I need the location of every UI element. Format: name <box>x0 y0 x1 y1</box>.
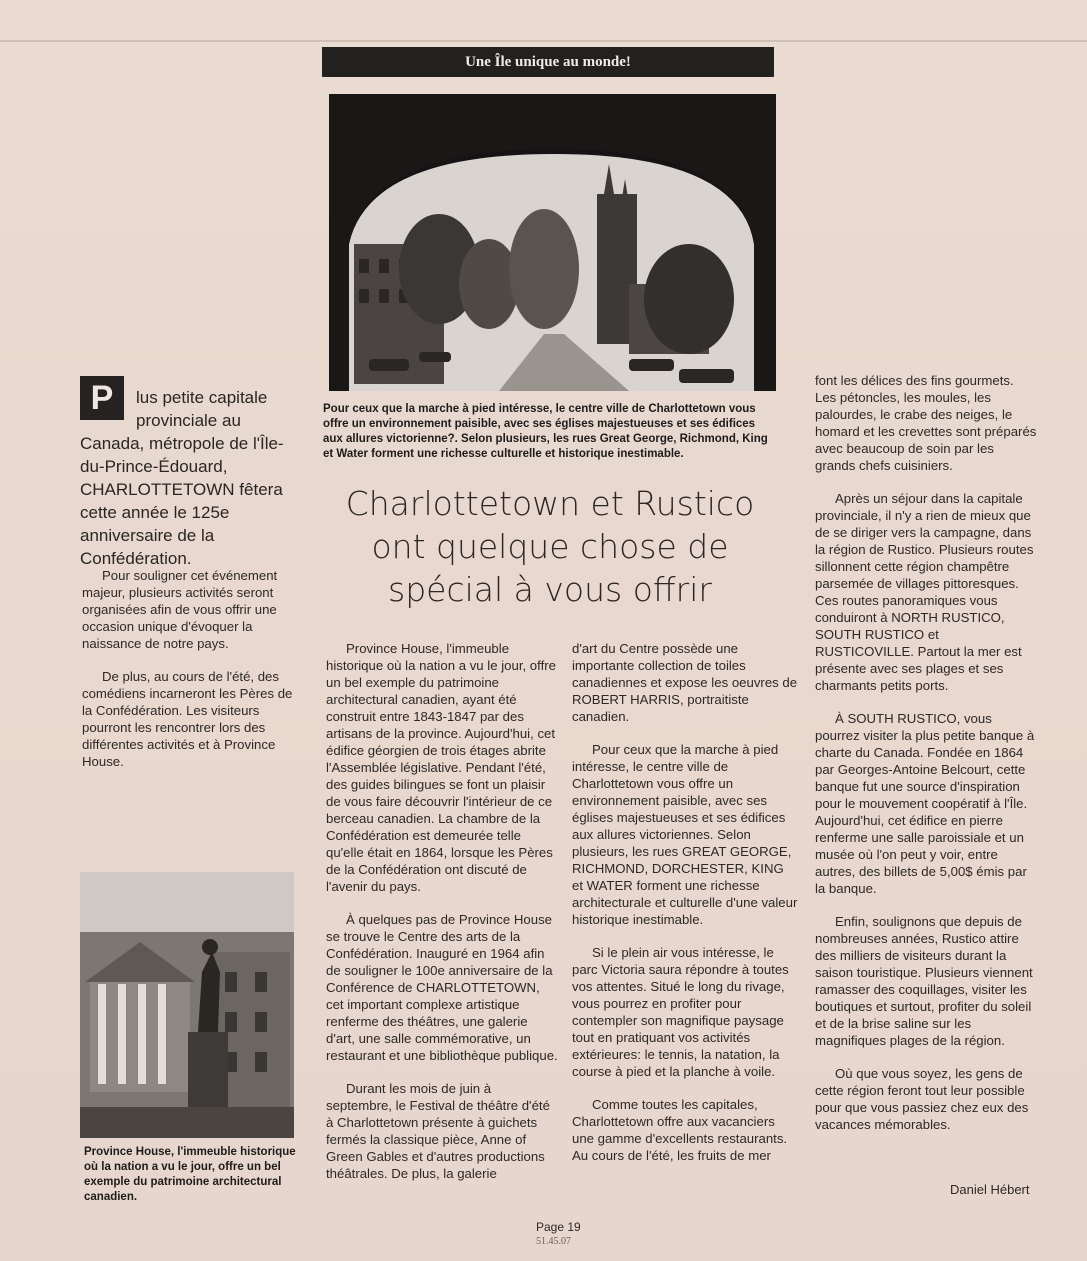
article-headline <box>318 482 782 611</box>
paragraph: Où que vous soyez, les gens de cette région feront tout leur possible pour que vous passiez chez eux des vacances mémorables. <box>815 1066 1029 1132</box>
headline-line-2: ont quelque chose de <box>371 527 729 566</box>
center-left-column <box>326 640 560 1198</box>
page-fold <box>0 40 1087 42</box>
province-house-illustration <box>80 872 294 1138</box>
paragraph: Pour ceux que la marche à pied intéresse, le centre ville de Charlottetown vous offre un environnement paisible, avec ses églises majestueuses et ses édifices aux allures victoriennes. Selon plusieurs, les rues GREAT GEORGE, RICHMOND, DORCHESTER, KING et WATER forment une richesse architecturale et culturelle d'une valeur historique inestimable. <box>572 742 798 927</box>
photo-charlottetown-street <box>329 94 776 391</box>
paragraph: d'art du Centre possède une importante collection de toiles canadiennes et expose les oeuvres de ROBERT HARRIS, portraitiste canadien. <box>572 641 798 724</box>
paragraph: Province House, l'immeuble historique où la nation a vu le jour, offre un bel exemple du patrimoine architectural canadien, ayant été construit entre 1843-1847 par des artisans de la province. Aujourd'hui, cet édifice géorgien de trois étages abrite l'Assemblée législative. Pendant l'été, des guides bilingues se font un plaisir de vous faire découvrir l'intérieur de ce berceau canadien. La chambre de la Confédération est demeurée telle qu'elle était en 1864, lorsque les Pères de la Confédération ont discuté de l'avenir du pays. <box>326 641 556 894</box>
paragraph: Après un séjour dans la capitale provinciale, il n'y a rien de mieux que de se diriger vers la campagne, dans la région de Rustico. Plusieurs routes sillonnent cette région champêtre parsemée de villages pittoresques. Ces routes panoramiques vous conduiront à NORTH RUSTICO, SOUTH RUSTICO et RUSTICOVILLE. Partout la mer est présente avec ses plages et ses charmants petits ports. <box>815 491 1034 693</box>
drop-cap: P <box>80 376 124 420</box>
paragraph: Comme toutes les capitales, Charlottetown offre aux vacanciers une gamme d'excellents restaurants. Au cours de l'été, les fruits de mer <box>572 1097 788 1163</box>
center-right-column <box>572 640 798 1180</box>
paragraph: À quelques pas de Province House se trouve le Centre des arts de la Confédération. Inauguré en 1964 afin de souligner le 100e anniversaire de la Conférence de CHARLOTTETOWN, cet important complexe artistique renferme des théâtres, une galerie d'art, une salle commémorative, un restaurant et une bibliothèque publique. <box>326 912 558 1063</box>
photo-caption-top: Pour ceux que la marche à pied intéresse, le centre ville de Charlottetown vous offre un environnement paisible, avec ses églises majestueuses et ses édifices aux allures victorienne?. Selon plusieurs, les rues Great George, Richmond, King et Water forment une richesse culturelle et historique inestimable. <box>323 403 768 460</box>
street-scene-illustration <box>329 94 776 391</box>
headline-line-1: Charlottetown et Rustico <box>345 484 755 523</box>
intro-first-line: lus petite capitale provinciale au <box>136 388 268 430</box>
paragraph: Pour souligner cet événement majeur, plusieurs activités seront organisées afin de vous offrir une occasion unique d'évoquer la naissance de notre pays. <box>82 568 278 651</box>
page-number: Page 19 <box>536 1220 581 1234</box>
photo-province-house <box>80 872 294 1138</box>
paragraph: font les délices des fins gourmets. Les pétoncles, les moules, les palourdes, le crabe des neiges, le homard et les crevettes sont préparés avec beaucoup de soin par les grands chefs cuisiniers. <box>815 373 1037 473</box>
paragraph: Durant les mois de juin à septembre, le Festival de théâtre d'été à Charlottetown présente à guichets fermés la classique pièce, Anne of Green Gables et d'autres productions théâtrales. De plus, la galerie <box>326 1081 550 1181</box>
intro-rest: Canada, métropole de l'Île-du-Prince-Édouard, CHARLOTTETOWN fêtera cette année le 125e anniversaire de la Confédération. <box>80 434 284 568</box>
paragraph: Si le plein air vous intéresse, le parc Victoria saura répondre à toutes vos attentes. Situé le long du rivage, vous pourrez en profiter pour contempler son magnifique paysage tout en pratiquant vos activités extérieures: le tennis, la natation, la course à pied et la planche à voile. <box>572 945 789 1079</box>
paragraph: À SOUTH RUSTICO, vous pourrez visiter la plus petite banque à charte du Canada. Fondée en 1864 par Georges-Antoine Belcourt, cette banque fut une source d'inspiration pour le mouvement coopératif à l'Île. Aujourd'hui, cet édifice en pierre renferme une salle paroissiale et un musée où l'on peut y voir, entre autres, des billets de 5,00$ émis par la banque. <box>815 711 1035 896</box>
right-column <box>815 372 1037 1149</box>
paragraph: De plus, au cours de l'été, des comédiens incarneront les Pères de la Confédération. Les visiteurs pourront les rencontrer lors des différentes activités et à Province House. <box>82 669 293 769</box>
headline-line-3: spécial à vous offrir <box>388 570 712 609</box>
section-banner: Une Île unique au monde! <box>322 47 774 77</box>
left-column <box>82 567 294 786</box>
paragraph: Enfin, soulignons que depuis de nombreuses années, Rustico attire des milliers de visiteurs durant la saison touristique. Plusieurs viennent ramasser des coquillages, visiter les boutiques et surtout, profiter du soleil et de la brise saline sur les magnifiques plages de la région. <box>815 914 1033 1048</box>
handwritten-note: 51.45.07 <box>536 1236 571 1247</box>
author-byline: Daniel Hébert <box>950 1182 1030 1197</box>
photo-caption-side: Province House, l'immeuble historique où la nation a vu le jour, offre un bel exemple du patrimoine architectural canadien. <box>84 1146 296 1203</box>
